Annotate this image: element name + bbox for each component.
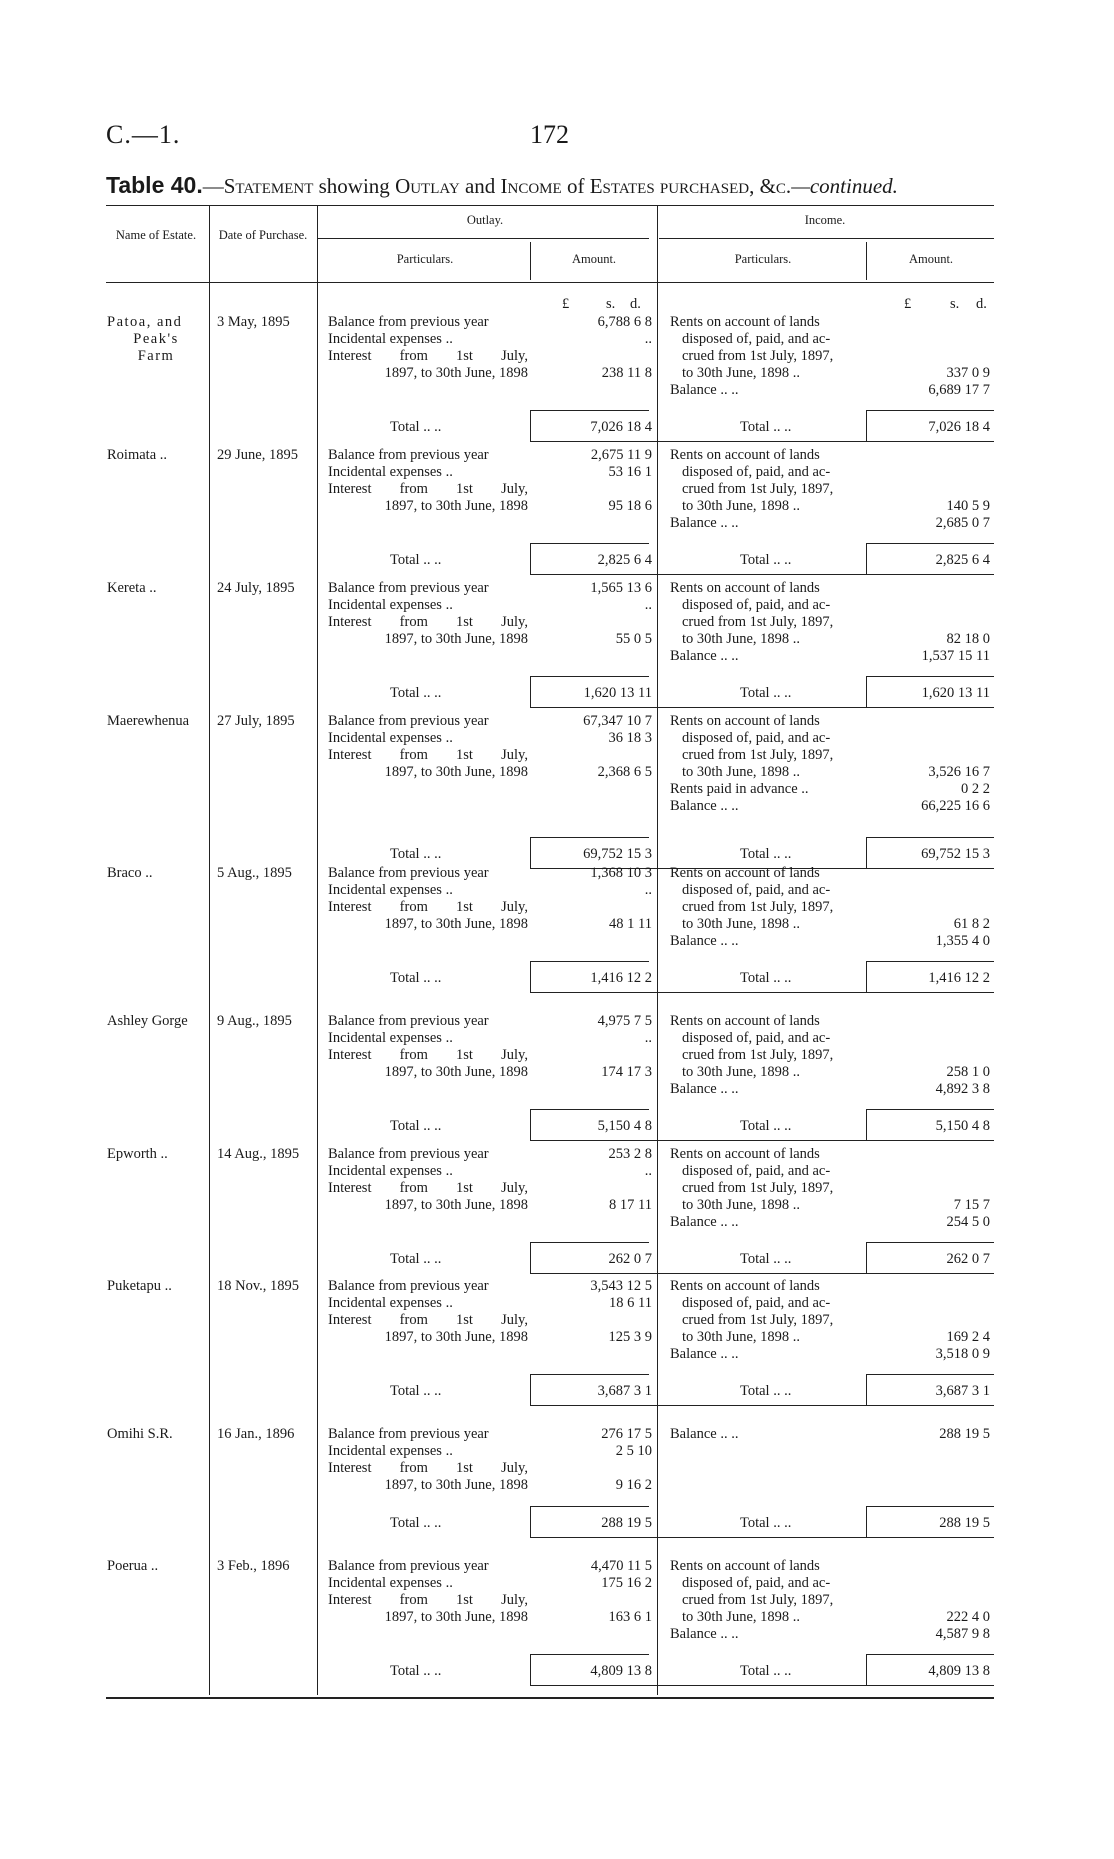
outlay-particular: 1897, to 30th June, 1898 — [384, 764, 528, 780]
total-divider — [530, 543, 531, 574]
income-subheader-rule — [659, 238, 994, 239]
outlay-total-label: Total .. .. — [390, 1118, 442, 1134]
income-amount: 3,518 0 9 — [935, 1346, 990, 1362]
table-title — [106, 172, 898, 199]
outlay-total-label: Total .. .. — [390, 419, 442, 435]
outlay-particular: 1897, to 30th June, 1898 — [384, 1329, 528, 1345]
outlay-particular: Interest from 1st July, — [328, 1592, 528, 1608]
income-amount: 1,355 4 0 — [935, 933, 990, 949]
income-amount: 7 15 7 — [953, 1197, 990, 1213]
outlay-amount: 163 6 1 — [608, 1609, 652, 1625]
header-outlay-particulars: Particulars. — [396, 252, 454, 266]
income-total-rule — [866, 1109, 994, 1110]
total-divider — [866, 1506, 867, 1537]
currency-shilling-income: s. — [950, 296, 960, 312]
income-particular: Rents paid in advance .. — [670, 781, 809, 797]
outlay-total-label: Total .. .. — [390, 970, 442, 986]
income-total-amount: 288 19 5 — [939, 1515, 990, 1531]
income-total-label: Total .. .. — [740, 1251, 792, 1267]
income-amount: 288 19 5 — [939, 1426, 990, 1442]
outlay-particular: Interest from 1st July, — [328, 1047, 528, 1063]
outlay-amount: 2,675 11 9 — [590, 447, 652, 463]
outlay-amount: 238 11 8 — [601, 365, 652, 381]
total-divider — [530, 1506, 531, 1537]
income-total-amount: 1,620 13 11 — [921, 685, 990, 701]
income-particular: Rents on account of lands — [670, 580, 820, 596]
outlay-amount: 174 17 3 — [601, 1064, 652, 1080]
outlay-total-label: Total .. .. — [390, 1251, 442, 1267]
income-particular: disposed of, paid, and ac- — [682, 1163, 831, 1179]
income-particular: disposed of, paid, and ac- — [682, 597, 831, 613]
outlay-particular: Balance from previous year — [328, 1426, 489, 1442]
header-income-amount: Amount. — [908, 252, 954, 266]
income-particular: crued from 1st July, 1897, — [682, 614, 834, 630]
table-number: Table 40. — [106, 172, 203, 198]
income-total-rule — [866, 676, 994, 677]
currency-shilling-outlay: s. — [606, 296, 616, 312]
outlay-particular: Incidental expenses .. — [328, 1030, 453, 1046]
income-total-amount: 7,026 18 4 — [928, 419, 990, 435]
outlay-total-label: Total .. .. — [390, 685, 442, 701]
outlay-total-amount: 3,687 3 1 — [597, 1383, 652, 1399]
header-income: Income. — [804, 213, 846, 227]
outlay-total-rule — [530, 676, 649, 677]
total-divider — [866, 410, 867, 441]
income-amount: 61 8 2 — [953, 916, 990, 932]
outlay-particular: Incidental expenses .. — [328, 331, 453, 347]
table-bottom-rule — [106, 1697, 994, 1699]
outlay-amount: 2 5 10 — [615, 1443, 652, 1459]
total-bottom-rule — [530, 1273, 994, 1274]
income-total-rule — [866, 961, 994, 962]
currency-pound-outlay: £ — [562, 296, 570, 312]
purchase-date: 24 July, 1895 — [217, 580, 295, 596]
outlay-total-rule — [530, 1242, 649, 1243]
estate-name: Patoa, and — [107, 314, 183, 330]
income-amount: 222 4 0 — [946, 1609, 990, 1625]
outlay-amount: 1,565 13 6 — [590, 580, 652, 596]
title-word: showing — [313, 174, 396, 198]
total-divider — [530, 410, 531, 441]
income-total-label: Total .. .. — [740, 419, 792, 435]
total-bottom-rule — [530, 1685, 994, 1686]
outlay-particular: Interest from 1st July, — [328, 899, 528, 915]
outlay-amount: 4,470 11 5 — [590, 1558, 652, 1574]
total-divider — [866, 543, 867, 574]
total-divider — [866, 1374, 867, 1405]
total-divider — [530, 676, 531, 707]
outlay-amount: 18 6 11 — [609, 1295, 652, 1311]
header-outlay: Outlay. — [466, 213, 504, 227]
income-amount: 4,892 3 8 — [935, 1081, 990, 1097]
outlay-particular: 1897, to 30th June, 1898 — [384, 1609, 528, 1625]
income-total-rule — [866, 1242, 994, 1243]
income-particular: crued from 1st July, 1897, — [682, 1312, 834, 1328]
income-particular: crued from 1st July, 1897, — [682, 1180, 834, 1196]
outlay-particular: Incidental expenses .. — [328, 730, 453, 746]
outlay-amount: 8 17 11 — [609, 1197, 652, 1213]
income-particular: disposed of, paid, and ac- — [682, 1575, 831, 1591]
outlay-total-rule — [530, 410, 649, 411]
purchase-date: 16 Jan., 1896 — [217, 1426, 295, 1442]
page-number: 172 — [530, 120, 569, 149]
header-bottom-rule — [106, 282, 994, 283]
income-particular: Rents on account of lands — [670, 865, 820, 881]
outlay-particular: Interest from 1st July, — [328, 481, 528, 497]
outlay-particular: Balance from previous year — [328, 314, 489, 330]
estate-name: Roimata .. — [107, 447, 168, 463]
purchase-date: 18 Nov., 1895 — [217, 1278, 300, 1294]
outlay-total-amount: 7,026 18 4 — [590, 419, 652, 435]
income-total-amount: 69,752 15 3 — [921, 846, 990, 862]
outlay-amount: 55 0 5 — [615, 631, 652, 647]
income-particular: crued from 1st July, 1897, — [682, 1047, 834, 1063]
income-particular: Rents on account of lands — [670, 447, 820, 463]
income-amount: 254 5 0 — [946, 1214, 990, 1230]
outlay-amount: 9 16 2 — [615, 1477, 652, 1493]
outlay-total-amount: 288 19 5 — [601, 1515, 652, 1531]
outlay-particular: Incidental expenses .. — [328, 464, 453, 480]
outlay-particular: Interest from 1st July, — [328, 614, 528, 630]
outlay-particular: 1897, to 30th June, 1898 — [384, 1477, 528, 1493]
income-particular: to 30th June, 1898 .. — [682, 1064, 801, 1080]
income-particular: disposed of, paid, and ac- — [682, 1030, 831, 1046]
outlay-particular: Interest from 1st July, — [328, 747, 528, 763]
income-particular: Balance .. .. — [670, 1214, 739, 1230]
income-particular: to 30th June, 1898 .. — [682, 1609, 801, 1625]
income-amount: 337 0 9 — [946, 365, 990, 381]
currency-pence-outlay: d. — [630, 296, 641, 312]
header-name-of-estate: Name of Estate. — [115, 228, 197, 242]
currency-pound-income: £ — [904, 296, 912, 312]
purchase-date: 3 Feb., 1896 — [217, 1558, 290, 1574]
income-particular: disposed of, paid, and ac- — [682, 331, 831, 347]
currency-pence-income: d. — [976, 296, 987, 312]
total-bottom-rule — [530, 1140, 994, 1141]
outlay-total-rule — [530, 961, 649, 962]
income-total-amount: 4,809 13 8 — [928, 1663, 990, 1679]
income-amount: 66,225 16 6 — [921, 798, 990, 814]
purchase-date: 9 Aug., 1895 — [217, 1013, 292, 1029]
outlay-particular: Balance from previous year — [328, 580, 489, 596]
title-word: Statement — [223, 174, 314, 198]
outlay-amount: 36 18 3 — [608, 730, 652, 746]
header-outlay-amount: Amount. — [571, 252, 617, 266]
income-amount-divider — [866, 242, 867, 280]
outlay-subheader-rule — [317, 238, 649, 239]
income-particular: crued from 1st July, 1897, — [682, 348, 834, 364]
income-total-label: Total .. .. — [740, 1663, 792, 1679]
outlay-amount: .. — [644, 597, 652, 613]
outlay-amount: 2,368 6 5 — [597, 764, 652, 780]
title-word: Outlay — [395, 174, 460, 198]
outlay-total-label: Total .. .. — [390, 846, 442, 862]
income-amount: 2,685 0 7 — [935, 515, 990, 531]
outlay-particular: Interest from 1st July, — [328, 1312, 528, 1328]
outlay-amount: .. — [644, 331, 652, 347]
income-particular: Rents on account of lands — [670, 1013, 820, 1029]
income-particular: Rents on account of lands — [670, 1146, 820, 1162]
income-amount: 4,587 9 8 — [935, 1626, 990, 1642]
outlay-income-divider — [657, 205, 658, 1695]
outlay-total-rule — [530, 1109, 649, 1110]
outlay-total-label: Total .. .. — [390, 1383, 442, 1399]
outlay-amount: .. — [644, 1030, 652, 1046]
outlay-amount: 253 2 8 — [608, 1146, 652, 1162]
income-total-rule — [866, 1374, 994, 1375]
estate-name: Ashley Gorge — [107, 1013, 188, 1029]
outlay-particular: Balance from previous year — [328, 865, 489, 881]
total-divider — [866, 1109, 867, 1140]
income-total-rule — [866, 837, 994, 838]
page-reference: C.—1. — [106, 120, 181, 149]
total-bottom-rule — [530, 441, 994, 442]
outlay-amount: 3,543 12 5 — [590, 1278, 652, 1294]
outlay-particular: 1897, to 30th June, 1898 — [384, 631, 528, 647]
income-amount: 6,689 17 7 — [928, 382, 990, 398]
outlay-total-rule — [530, 1374, 649, 1375]
income-total-label: Total .. .. — [740, 846, 792, 862]
income-particular: Balance .. .. — [670, 1626, 739, 1642]
outlay-amount: .. — [644, 1163, 652, 1179]
income-total-rule — [866, 410, 994, 411]
purchase-date: 29 June, 1895 — [217, 447, 298, 463]
outlay-total-amount: 5,150 4 8 — [597, 1118, 652, 1134]
outlay-amount-divider — [530, 242, 531, 280]
outlay-particular: Interest from 1st July, — [328, 348, 528, 364]
income-particular: disposed of, paid, and ac- — [682, 882, 831, 898]
title-word: of — [561, 174, 590, 198]
income-particular: Rents on account of lands — [670, 1278, 820, 1294]
income-amount: 169 2 4 — [946, 1329, 990, 1345]
outlay-amount: 175 16 2 — [601, 1575, 652, 1591]
income-particular: crued from 1st July, 1897, — [682, 481, 834, 497]
total-divider — [866, 1654, 867, 1685]
outlay-particular: 1897, to 30th June, 1898 — [384, 916, 528, 932]
title-word: and — [459, 174, 501, 198]
income-total-rule — [866, 1506, 994, 1507]
estate-name: Omihi S.R. — [107, 1426, 173, 1442]
income-total-label: Total .. .. — [740, 1383, 792, 1399]
income-particular: Balance .. .. — [670, 515, 739, 531]
income-particular: disposed of, paid, and ac- — [682, 464, 831, 480]
estate-name: Maerewhenua — [107, 713, 190, 729]
income-particular: to 30th June, 1898 .. — [682, 365, 801, 381]
income-amount: 1,537 15 11 — [921, 648, 990, 664]
income-total-amount: 5,150 4 8 — [935, 1118, 990, 1134]
income-total-rule — [866, 543, 994, 544]
income-particular: Rents on account of lands — [670, 713, 820, 729]
outlay-total-label: Total .. .. — [390, 552, 442, 568]
total-divider — [530, 1242, 531, 1273]
income-particular: to 30th June, 1898 .. — [682, 631, 801, 647]
income-amount: 140 5 9 — [946, 498, 990, 514]
income-particular: to 30th June, 1898 .. — [682, 916, 801, 932]
outlay-total-amount: 4,809 13 8 — [590, 1663, 652, 1679]
title-continued: —continued. — [791, 174, 898, 198]
outlay-total-rule — [530, 1654, 649, 1655]
table-top-rule — [106, 205, 994, 206]
outlay-particular: Incidental expenses .. — [328, 1295, 453, 1311]
total-divider — [530, 1654, 531, 1685]
outlay-particular: Balance from previous year — [328, 1278, 489, 1294]
outlay-total-rule — [530, 837, 649, 838]
outlay-amount: 1,368 10 3 — [590, 865, 652, 881]
outlay-amount: 95 18 6 — [608, 498, 652, 514]
income-particular: Balance .. .. — [670, 1346, 739, 1362]
outlay-total-amount: 2,825 6 4 — [597, 552, 652, 568]
outlay-amount: 4,975 7 5 — [597, 1013, 652, 1029]
purchase-date: 14 Aug., 1895 — [217, 1146, 300, 1162]
income-particular: Balance .. .. — [670, 933, 739, 949]
outlay-total-label: Total .. .. — [390, 1515, 442, 1531]
income-total-rule — [866, 1654, 994, 1655]
total-divider — [530, 837, 531, 868]
outlay-particular: 1897, to 30th June, 1898 — [384, 365, 528, 381]
total-bottom-rule — [530, 707, 994, 708]
outlay-amount: 276 17 5 — [601, 1426, 652, 1442]
outlay-particular: Balance from previous year — [328, 1558, 489, 1574]
outlay-total-amount: 262 0 7 — [608, 1251, 652, 1267]
purchase-date: 5 Aug., 1895 — [217, 865, 292, 881]
income-particular: disposed of, paid, and ac- — [682, 730, 831, 746]
total-divider — [866, 1242, 867, 1273]
income-particular: crued from 1st July, 1897, — [682, 899, 834, 915]
outlay-particular: Interest from 1st July, — [328, 1460, 528, 1476]
column-divider — [209, 205, 210, 1695]
total-divider — [866, 676, 867, 707]
income-particular: to 30th June, 1898 .. — [682, 764, 801, 780]
total-divider — [530, 961, 531, 992]
income-total-label: Total .. .. — [740, 1515, 792, 1531]
outlay-particular: Balance from previous year — [328, 447, 489, 463]
estate-name: Puketapu .. — [107, 1278, 172, 1294]
income-particular: crued from 1st July, 1897, — [682, 1592, 834, 1608]
outlay-amount: 67,347 10 7 — [583, 713, 652, 729]
income-amount: 0 2 2 — [961, 781, 990, 797]
income-particular: Rents on account of lands — [670, 314, 820, 330]
outlay-total-rule — [530, 1506, 649, 1507]
income-total-amount: 3,687 3 1 — [935, 1383, 990, 1399]
estate-name: Poerua .. — [107, 1558, 159, 1574]
income-total-amount: 262 0 7 — [946, 1251, 990, 1267]
income-particular: Balance .. .. — [670, 1081, 739, 1097]
outlay-particular: Interest from 1st July, — [328, 1180, 528, 1196]
purchase-date: 27 July, 1895 — [217, 713, 295, 729]
income-particular: Balance .. .. — [670, 648, 739, 664]
column-divider — [317, 205, 318, 1695]
income-amount: 258 1 0 — [946, 1064, 990, 1080]
outlay-total-amount: 1,620 13 11 — [583, 685, 652, 701]
total-bottom-rule — [530, 1537, 994, 1538]
income-particular: Balance .. .. — [670, 1426, 739, 1442]
income-total-amount: 2,825 6 4 — [935, 552, 990, 568]
total-divider — [530, 1109, 531, 1140]
title-word: Estates purchased, &c. — [589, 174, 792, 198]
outlay-amount: 6,788 6 8 — [597, 314, 652, 330]
outlay-amount: 125 3 9 — [608, 1329, 652, 1345]
income-particular: crued from 1st July, 1897, — [682, 747, 834, 763]
outlay-particular: 1897, to 30th June, 1898 — [384, 498, 528, 514]
total-bottom-rule — [530, 992, 994, 993]
income-particular: Balance .. .. — [670, 798, 739, 814]
income-total-label: Total .. .. — [740, 970, 792, 986]
outlay-particular: Incidental expenses .. — [328, 1443, 453, 1459]
header-date-of-purchase: Date of Purchase. — [218, 228, 308, 242]
total-divider — [866, 961, 867, 992]
purchase-date: 3 May, 1895 — [217, 314, 290, 330]
outlay-particular: Incidental expenses .. — [328, 1575, 453, 1591]
title-word: Income — [500, 174, 562, 198]
income-amount: 3,526 16 7 — [928, 764, 990, 780]
income-total-amount: 1,416 12 2 — [928, 970, 990, 986]
income-total-label: Total .. .. — [740, 1118, 792, 1134]
income-particular: disposed of, paid, and ac- — [682, 1295, 831, 1311]
outlay-total-amount: 69,752 15 3 — [583, 846, 652, 862]
estate-name: Kereta .. — [107, 580, 157, 596]
income-total-label: Total .. .. — [740, 552, 792, 568]
total-divider — [530, 1374, 531, 1405]
outlay-amount: 53 16 1 — [608, 464, 652, 480]
outlay-particular: 1897, to 30th June, 1898 — [384, 1064, 528, 1080]
estate-name: Farm — [137, 348, 175, 364]
outlay-total-amount: 1,416 12 2 — [590, 970, 652, 986]
header-income-particulars: Particulars. — [734, 252, 792, 266]
total-divider — [866, 837, 867, 868]
outlay-particular: Incidental expenses .. — [328, 882, 453, 898]
income-particular: to 30th June, 1898 .. — [682, 1197, 801, 1213]
outlay-particular: Balance from previous year — [328, 1146, 489, 1162]
estate-name: Peak's — [133, 331, 179, 347]
title-dash: — — [202, 174, 224, 198]
outlay-particular: Incidental expenses .. — [328, 1163, 453, 1179]
outlay-particular: Incidental expenses .. — [328, 597, 453, 613]
outlay-amount: .. — [644, 882, 652, 898]
income-particular: to 30th June, 1898 .. — [682, 1329, 801, 1345]
outlay-particular: Balance from previous year — [328, 1013, 489, 1029]
outlay-amount: 48 1 11 — [609, 916, 652, 932]
income-particular: to 30th June, 1898 .. — [682, 498, 801, 514]
outlay-particular: 1897, to 30th June, 1898 — [384, 1197, 528, 1213]
income-amount: 82 18 0 — [946, 631, 990, 647]
estate-name: Epworth .. — [107, 1146, 168, 1162]
income-total-label: Total .. .. — [740, 685, 792, 701]
estate-name: Braco .. — [107, 865, 153, 881]
outlay-total-label: Total .. .. — [390, 1663, 442, 1679]
outlay-total-rule — [530, 543, 649, 544]
income-particular: Balance .. .. — [670, 382, 739, 398]
total-bottom-rule — [530, 1405, 994, 1406]
income-particular: Rents on account of lands — [670, 1558, 820, 1574]
total-bottom-rule — [530, 574, 994, 575]
outlay-particular: Balance from previous year — [328, 713, 489, 729]
